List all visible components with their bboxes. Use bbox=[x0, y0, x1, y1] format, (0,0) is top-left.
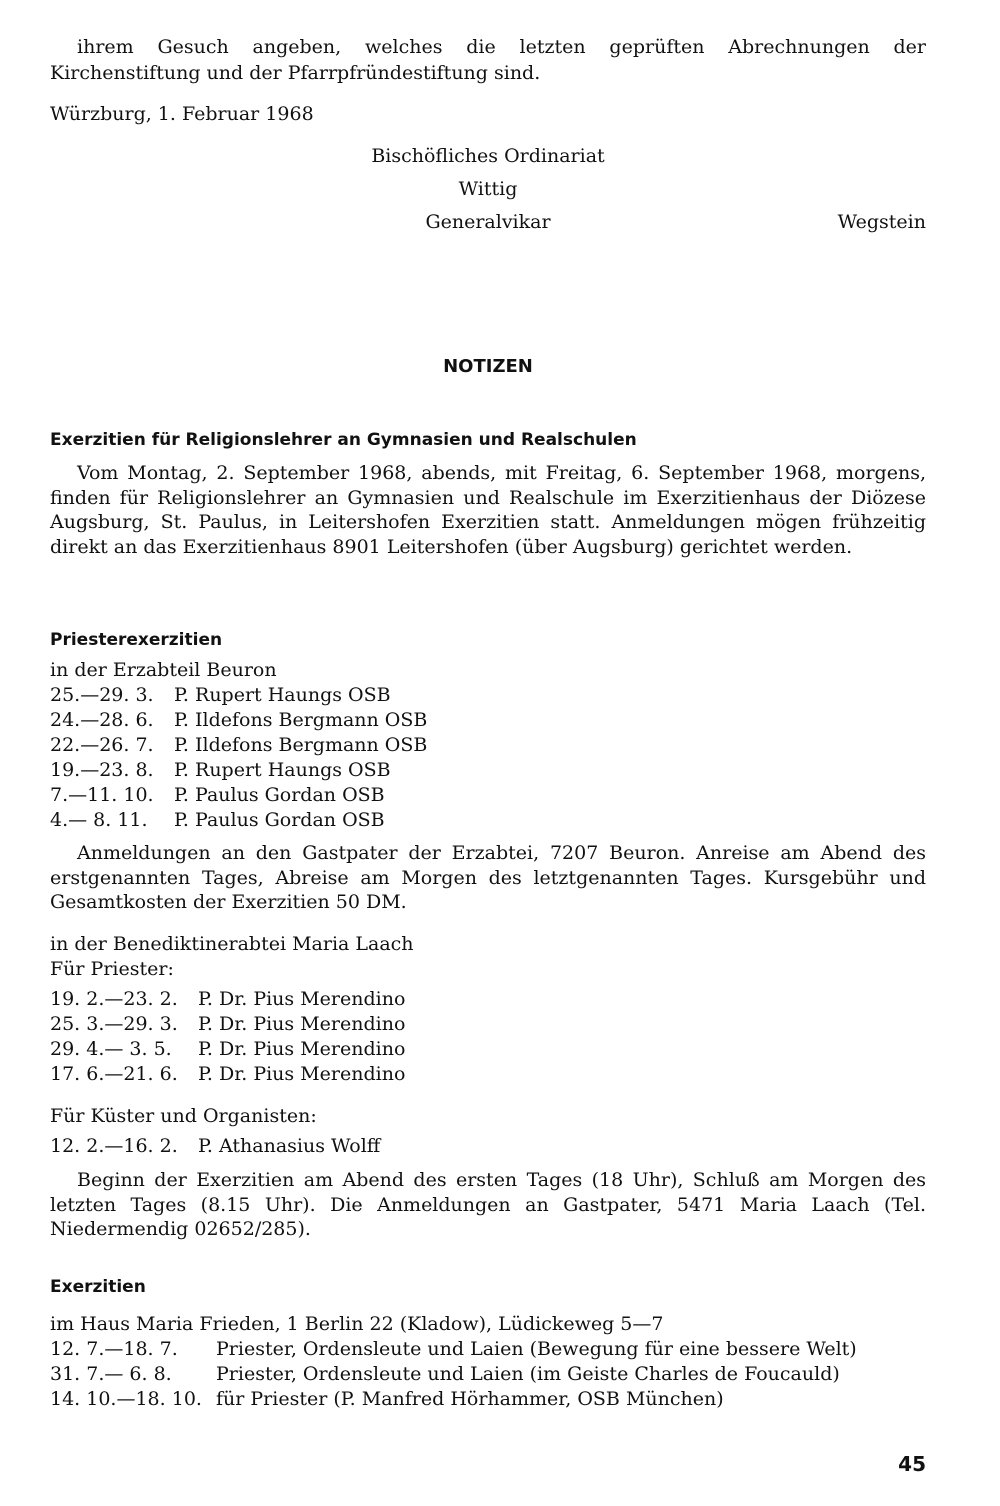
schedule-name: P. Ildefons Bergmann OSB bbox=[174, 709, 428, 731]
schedule-row bbox=[50, 1037, 926, 1062]
schedule-name: für Priester (P. Manfred Hörhammer, OSB München) bbox=[216, 1388, 724, 1410]
schedule-date: 12. 7.—18. 7. bbox=[50, 1338, 178, 1360]
laach-kuester-label: Für Küster und Organisten: bbox=[50, 1105, 317, 1127]
berlin-schedule bbox=[50, 1337, 926, 1412]
schedule-name: Priester, Ordensleute und Laien (Bewegung für eine bessere Welt) bbox=[216, 1338, 857, 1360]
signature-name: Wittig bbox=[458, 178, 518, 200]
schedule-date: 29. 4.— 3. 5. bbox=[50, 1038, 172, 1060]
schedule-name: P. Paulus Gordan OSB bbox=[174, 809, 385, 831]
page-number: 45 bbox=[898, 1452, 926, 1476]
schedule-name: P. Athanasius Wolff bbox=[198, 1135, 381, 1157]
schedule-date: 19. 2.—23. 2. bbox=[50, 988, 178, 1010]
schedule-date: 12. 2.—16. 2. bbox=[50, 1135, 178, 1157]
schedule-row bbox=[50, 683, 926, 708]
intro-paragraph: ihrem Gesuch angeben, welches die letzten geprüften Abrechnungen der Kirchenstiftung und der Pfarrpfründestiftung sind. bbox=[50, 36, 926, 84]
beuron-note: Anmeldungen an den Gastpater der Erzabtei, 7207 Beuron. Anreise am Abend des erstgenannten Tages, Abreise am Morgen des letztgenannten Tages. Kursgebühr und Gesamtkosten der Exerzitien 50 DM. bbox=[50, 842, 926, 913]
laach-priests-label: Für Priester: bbox=[50, 958, 174, 980]
schedule-row bbox=[50, 987, 926, 1012]
schedule-row bbox=[50, 1337, 926, 1362]
schedule-name: P. Ildefons Bergmann OSB bbox=[174, 734, 428, 756]
signature-title: Generalvikar bbox=[425, 211, 551, 233]
beuron-schedule bbox=[50, 683, 926, 833]
schedule-name: P. Rupert Haungs OSB bbox=[174, 684, 391, 706]
section2-heading: Priesterexerzitien bbox=[50, 630, 223, 650]
laach-note: Beginn der Exerzitien am Abend des ersten Tages (18 Uhr), Schluß am Morgen des letzten Tages (8.15 Uhr). Die Anmeldungen an Gastpater, 5471 Maria Laach (Tel. Niedermendig 02652/285). bbox=[50, 1169, 926, 1240]
schedule-date: 17. 6.—21. 6. bbox=[50, 1063, 178, 1085]
section3-heading: Exerzitien bbox=[50, 1277, 146, 1297]
schedule-name: P. Dr. Pius Merendino bbox=[198, 988, 406, 1010]
dateline: Würzburg, 1. Februar 1968 bbox=[50, 103, 314, 125]
schedule-date: 19.—23. 8. bbox=[50, 759, 154, 781]
schedule-date: 4.— 8. 11. bbox=[50, 809, 148, 831]
schedule-name: P. Dr. Pius Merendino bbox=[198, 1038, 406, 1060]
schedule-row bbox=[50, 783, 926, 808]
schedule-date: 24.—28. 6. bbox=[50, 709, 154, 731]
schedule-name: P. Dr. Pius Merendino bbox=[198, 1063, 406, 1085]
section3-intro: im Haus Maria Frieden, 1 Berlin 22 (Kladow), Lüdickeweg 5—7 bbox=[50, 1313, 664, 1335]
schedule-row bbox=[50, 1062, 926, 1087]
signature-office: Bischöfliches Ordinariat bbox=[371, 145, 605, 167]
section1-paragraph: Vom Montag, 2. September 1968, abends, mit Freitag, 6. September 1968, morgens, finden für Religionslehrer an Gymnasien und Realschule im Exerzitienhaus der Diözese Augsburg, St. Paulus, in Leitershofen Exerzitien statt. Anmeldungen mögen frühzeitig direkt an das Exerzitienhaus 8901 Leitershofen (über Augsburg) gerichtet werden. bbox=[50, 462, 926, 558]
section1-heading: Exerzitien für Religionslehrer an Gymnasien und Realschulen bbox=[50, 430, 637, 450]
schedule-row bbox=[50, 1387, 926, 1412]
schedule-row bbox=[50, 733, 926, 758]
document-page bbox=[50, 0, 926, 1506]
schedule-date: 22.—26. 7. bbox=[50, 734, 154, 756]
schedule-row bbox=[50, 708, 926, 733]
laach-kuester-schedule bbox=[50, 1134, 926, 1159]
schedule-date: 25. 3.—29. 3. bbox=[50, 1013, 178, 1035]
schedule-row bbox=[50, 1012, 926, 1037]
laach-intro: in der Benediktinerabtei Maria Laach bbox=[50, 933, 414, 955]
laach-schedule bbox=[50, 987, 926, 1087]
beuron-intro: in der Erzabteil Beuron bbox=[50, 659, 277, 681]
schedule-name: P. Dr. Pius Merendino bbox=[198, 1013, 406, 1035]
schedule-name: Priester, Ordensleute und Laien (im Geiste Charles de Foucauld) bbox=[216, 1363, 840, 1385]
schedule-date: 31. 7.— 6. 8. bbox=[50, 1363, 172, 1385]
signature-title-line bbox=[50, 210, 926, 235]
schedule-date: 25.—29. 3. bbox=[50, 684, 154, 706]
schedule-date: 7.—11. 10. bbox=[50, 784, 154, 806]
schedule-name: P. Rupert Haungs OSB bbox=[174, 759, 391, 781]
notizen-heading: NOTIZEN bbox=[443, 356, 533, 377]
schedule-row bbox=[50, 808, 926, 833]
schedule-row bbox=[50, 758, 926, 783]
signature-right-name: Wegstein bbox=[837, 211, 926, 233]
schedule-date: 14. 10.—18. 10. bbox=[50, 1388, 202, 1410]
schedule-name: P. Paulus Gordan OSB bbox=[174, 784, 385, 806]
schedule-row bbox=[50, 1362, 926, 1387]
schedule-row bbox=[50, 1134, 926, 1159]
